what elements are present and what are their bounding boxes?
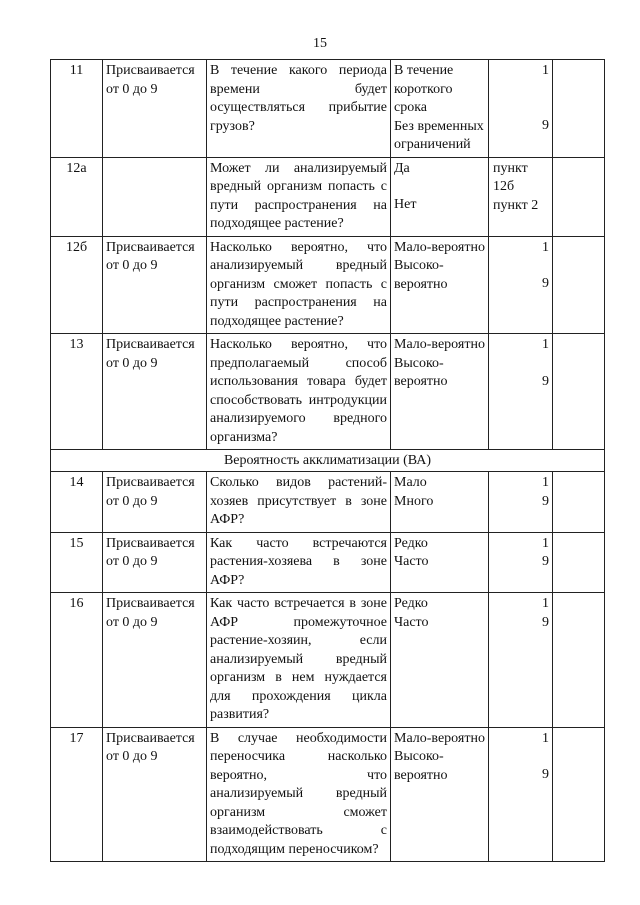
score-value: 9 [542, 614, 549, 630]
row-number: 14 [51, 472, 103, 533]
answer-options [391, 532, 489, 593]
answer-options [391, 60, 489, 158]
answer-options [391, 334, 489, 450]
score-range: Присваивается от 0 до 9 [103, 236, 207, 334]
empty-cell [553, 472, 605, 533]
score-value: пункт 12б [493, 160, 528, 194]
empty-cell [553, 727, 605, 862]
score-value: 1 [542, 239, 549, 255]
score-values [489, 236, 553, 334]
empty-cell [553, 593, 605, 728]
empty-cell [553, 236, 605, 334]
score-range: Присваивается от 0 до 9 [103, 727, 207, 862]
row-number: 12а [51, 157, 103, 236]
score-value: пункт 2 [493, 197, 539, 213]
answer-option: Мало-вероятно [394, 337, 485, 352]
row-number: 11 [51, 60, 103, 158]
score-value: 9 [542, 276, 549, 291]
answer-option: Мало-вероятно [394, 730, 485, 746]
row-number: 13 [51, 334, 103, 450]
empty-cell [553, 334, 605, 450]
score-value: 1 [542, 730, 549, 746]
question-text: Как часто встречается в зоне АФР промежуточное растение-хозяин, если анализируемый вредный организм в нем нуждается для прохождения цикла развития? [207, 593, 391, 728]
empty-cell [553, 532, 605, 593]
question-text: В случае необходимости переносчика насколько вероятно, что анализируемый вредный организм сможет взаимодействовать с подходящим переносчиком? [207, 727, 391, 862]
answer-option: Высоко-вероятно [394, 258, 448, 292]
score-value: 1 [542, 337, 549, 352]
answer-option: Мало [394, 475, 427, 490]
question-text: Насколько вероятно, что анализируемый вредный организм сможет попасть с пути распространения на подходящее растение? [207, 236, 391, 334]
score-values [489, 157, 553, 236]
row-number: 12б [51, 236, 103, 334]
answer-option: Да [394, 160, 410, 176]
table-row [51, 334, 605, 450]
question-text: В течение какого периода времени будет осуществляться прибытие грузов? [207, 60, 391, 158]
score-values [489, 334, 553, 450]
criteria-table [50, 59, 605, 862]
score-range: Присваивается от 0 до 9 [103, 472, 207, 533]
section-row [51, 450, 605, 472]
table-row [51, 236, 605, 334]
score-value: 9 [542, 554, 549, 569]
score-value: 1 [542, 596, 549, 611]
page-number: 15 [313, 36, 327, 51]
question-text: Как часто встречаются растения-хозяева в зоне АФР? [207, 532, 391, 593]
table-row [51, 157, 605, 236]
score-value: 9 [542, 767, 549, 782]
score-values [489, 60, 553, 158]
answer-option: Высоко-вероятно [394, 355, 448, 389]
row-number: 16 [51, 593, 103, 728]
answer-option: Редко [394, 535, 428, 551]
score-range: Присваивается от 0 до 9 [103, 532, 207, 593]
row-number: 15 [51, 532, 103, 593]
score-range: Присваивается от 0 до 9 [103, 60, 207, 158]
answer-options [391, 727, 489, 862]
answer-options [391, 593, 489, 728]
empty-cell [553, 60, 605, 158]
question-text: Сколько видов растений-хозяев присутствует в зоне АФР? [207, 472, 391, 533]
table-row [51, 472, 605, 533]
row-number: 17 [51, 727, 103, 862]
score-value: 9 [542, 493, 549, 509]
answer-option: В течение короткого срока [394, 63, 454, 115]
score-range: Присваивается от 0 до 9 [103, 593, 207, 728]
score-values [489, 472, 553, 533]
table-row [51, 60, 605, 158]
answer-option: Мало-вероятно [394, 239, 485, 255]
score-value: 1 [542, 475, 549, 490]
score-value: 1 [542, 63, 549, 78]
table-row [51, 727, 605, 862]
answer-options [391, 236, 489, 334]
answer-option: Редко [394, 596, 428, 611]
question-text: Может ли анализируемый вредный организм попасть с пути распространения на подходящее растение? [207, 157, 391, 236]
answer-option: Без временных ограничений [394, 118, 484, 152]
score-value: 9 [542, 373, 549, 389]
answer-option: Нет [394, 197, 417, 212]
section-title: Вероятность акклиматизации (ВА) [51, 450, 605, 472]
answer-options [391, 472, 489, 533]
answer-option: Высоко-вероятно [394, 749, 448, 783]
answer-option: Много [394, 493, 434, 509]
score-value: 1 [542, 535, 549, 551]
score-value: 9 [542, 117, 549, 133]
empty-cell [553, 157, 605, 236]
table-row [51, 532, 605, 593]
answer-option: Часто [394, 554, 429, 569]
score-values [489, 532, 553, 593]
answer-option: Часто [394, 614, 429, 630]
table-row [51, 593, 605, 728]
score-values [489, 727, 553, 862]
score-range [103, 157, 207, 236]
answer-options [391, 157, 489, 236]
score-range: Присваивается от 0 до 9 [103, 334, 207, 450]
score-values [489, 593, 553, 728]
question-text: Насколько вероятно, что предполагаемый способ использования товара будет способствовать интродукции анализируемого вредного организма? [207, 334, 391, 450]
